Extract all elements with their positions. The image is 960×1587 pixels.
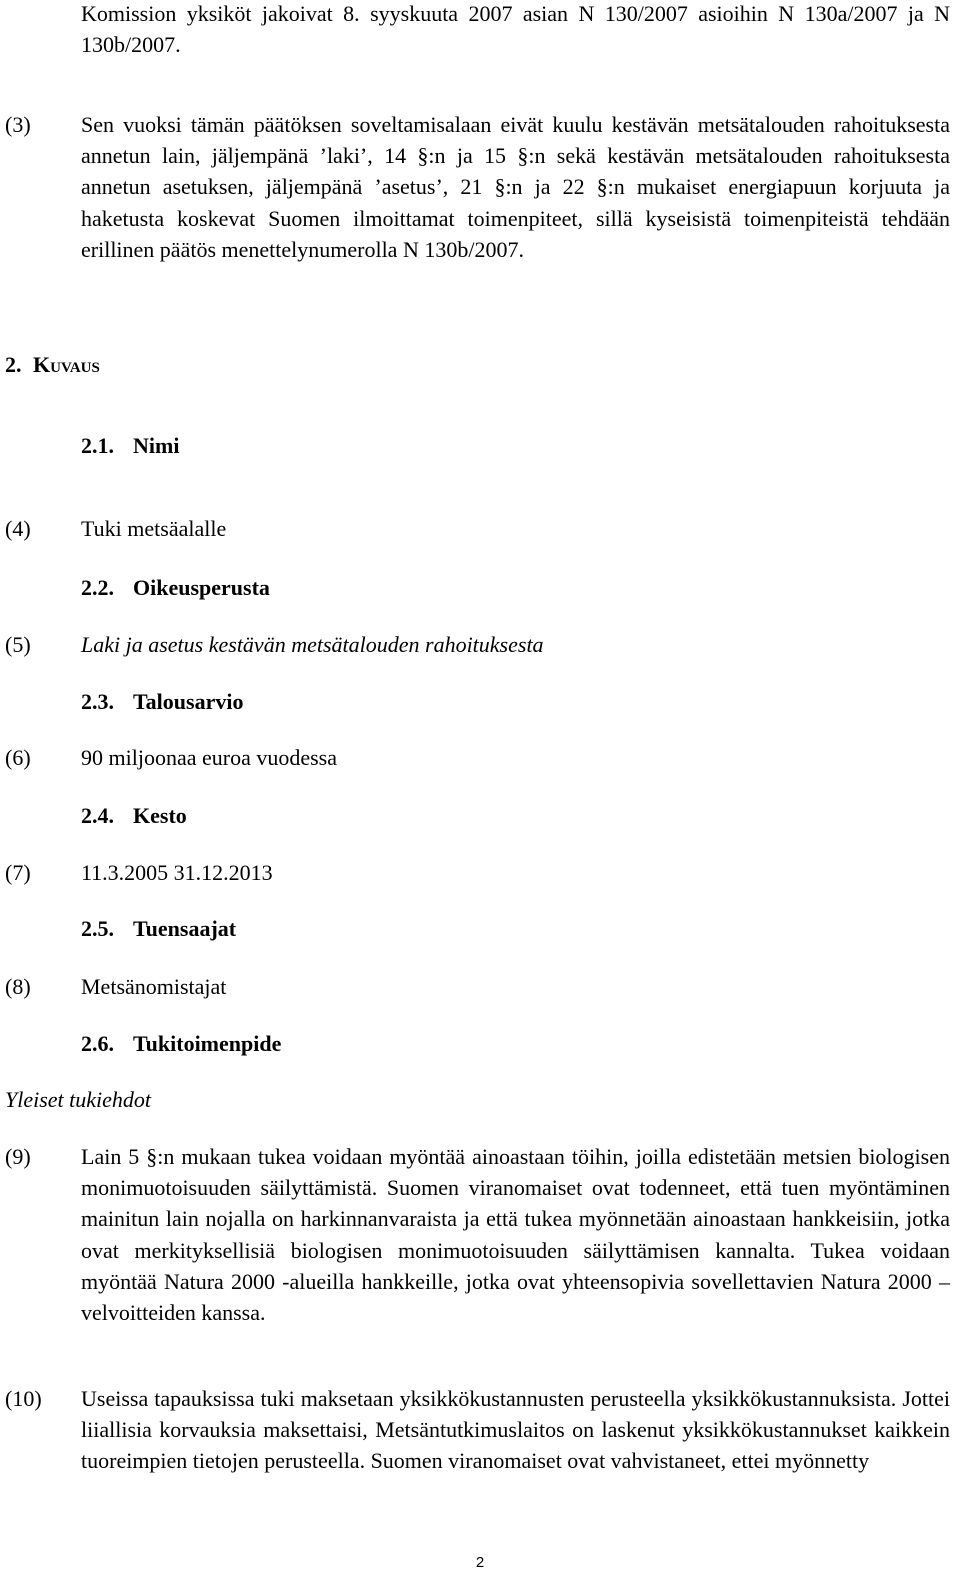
paragraph-text: 11.3.2005 31.12.2013 <box>81 860 273 885</box>
paragraph-number: (4) <box>5 516 31 541</box>
subsection-title: Talousarvio <box>133 689 244 714</box>
subsection-number: 2.3. <box>81 689 114 714</box>
paragraph-6 <box>5 742 950 773</box>
paragraph-7 <box>5 857 950 888</box>
paragraph-text: Sen vuoksi tämän päätöksen soveltamisalaan eivät kuulu kestävän metsätalouden rahoituksesta annetun lain, jäljempänä ’laki’, 14 §:n ja 15 §:n sekä kestävän metsätalouden rahoituksesta annetun asetuksen, jäljempänä ’asetus’, 21 §:n ja 22 §:n mukaiset energiapuun korjuuta ja haketusta koskevat Suomen ilmoittamat toimenpiteet, sillä kyseisistä toimenpiteistä tehdään erillinen päätös menettelynumerolla N 130b/2007. <box>81 112 950 262</box>
paragraph-4 <box>5 513 950 544</box>
paragraph-text: Useissa tapauksissa tuki maksetaan yksikkökustannusten perusteella yksikkökustannuksista. Jottei liiallisia korvauksia maksettaisi, Metsäntutkimuslaitos on laskenut yksikkökustannukset kaikkein tuoreimpien tietojen perusteella. Suomen viranomaiset ovat vahvistaneet, ettei myönnetty <box>81 1386 950 1474</box>
subsection-number: 2.5. <box>81 916 114 941</box>
general-conditions-subheading: Yleiset tukiehdot <box>5 1087 152 1112</box>
section-heading <box>5 349 100 380</box>
subsection-number: 2.1. <box>81 433 114 458</box>
subsection-heading-2-3 <box>81 686 243 717</box>
paragraph-10 <box>5 1383 950 1477</box>
subsection-heading-2-6 <box>81 1028 281 1059</box>
paragraph-number: (3) <box>5 112 31 137</box>
paragraph-number: (8) <box>5 974 31 999</box>
paragraph-3 <box>5 109 950 265</box>
subsection-heading-2-5 <box>81 913 236 944</box>
subsection-number: 2.6. <box>81 1031 114 1056</box>
intro-paragraph: Komission yksiköt jakoivat 8. syyskuuta 2007 asian N 130/2007 asioihin N 130a/2007 ja N 130b/2007. <box>81 1 950 58</box>
paragraph-text: Laki ja asetus kestävän metsätalouden rahoituksesta <box>81 632 544 657</box>
paragraph-text: 90 miljoonaa euroa vuodessa <box>81 745 337 770</box>
subsection-title: Tuensaajat <box>133 916 237 941</box>
paragraph-number: (10) <box>5 1386 42 1411</box>
paragraph-number: (5) <box>5 632 31 657</box>
subsection-number: 2.2. <box>81 575 114 600</box>
paragraph-8 <box>5 971 950 1002</box>
paragraph-text: Tuki metsäalalle <box>81 516 227 541</box>
page-number: 2 <box>475 1554 485 1571</box>
subsection-title: Kesto <box>133 803 187 828</box>
subsection-title: Tukitoimenpide <box>133 1031 282 1056</box>
subsection-heading-2-1 <box>81 430 179 461</box>
paragraph-text: Lain 5 §:n mukaan tukea voidaan myöntää ainoastaan töihin, joilla edistetään metsien biologisen monimuotoisuuden säilyttämistä. Suomen viranomaiset ovat todenneet, että tuen myöntäminen mainitun lain nojalla on harkinnanvaraista ja että tukea myönnetään ainoastaan hankkeisiin, jotka ovat merkityksellisiä biologisen monimuotoisuuden säilyttämisen kannalta. Tukea voidaan myöntää Natura 2000 -alueilla hankkeille, jotka ovat yhteensopivia sovellettavien Natura 2000 –velvoitteiden kanssa. <box>81 1144 950 1326</box>
subsection-number: 2.4. <box>81 803 114 828</box>
subsection-heading-2-4 <box>81 800 187 831</box>
section-number: 2. <box>5 352 22 377</box>
paragraph-number: (7) <box>5 860 31 885</box>
subsection-title: Oikeusperusta <box>133 575 270 600</box>
subsection-heading-2-2 <box>81 572 270 603</box>
section-title: Kuvaus <box>33 352 100 377</box>
paragraph-number: (9) <box>5 1144 31 1169</box>
paragraph-9 <box>5 1141 950 1328</box>
subsection-title: Nimi <box>133 433 180 458</box>
paragraph-5 <box>5 629 950 660</box>
paragraph-number: (6) <box>5 745 31 770</box>
paragraph-text: Metsänomistajat <box>81 974 227 999</box>
